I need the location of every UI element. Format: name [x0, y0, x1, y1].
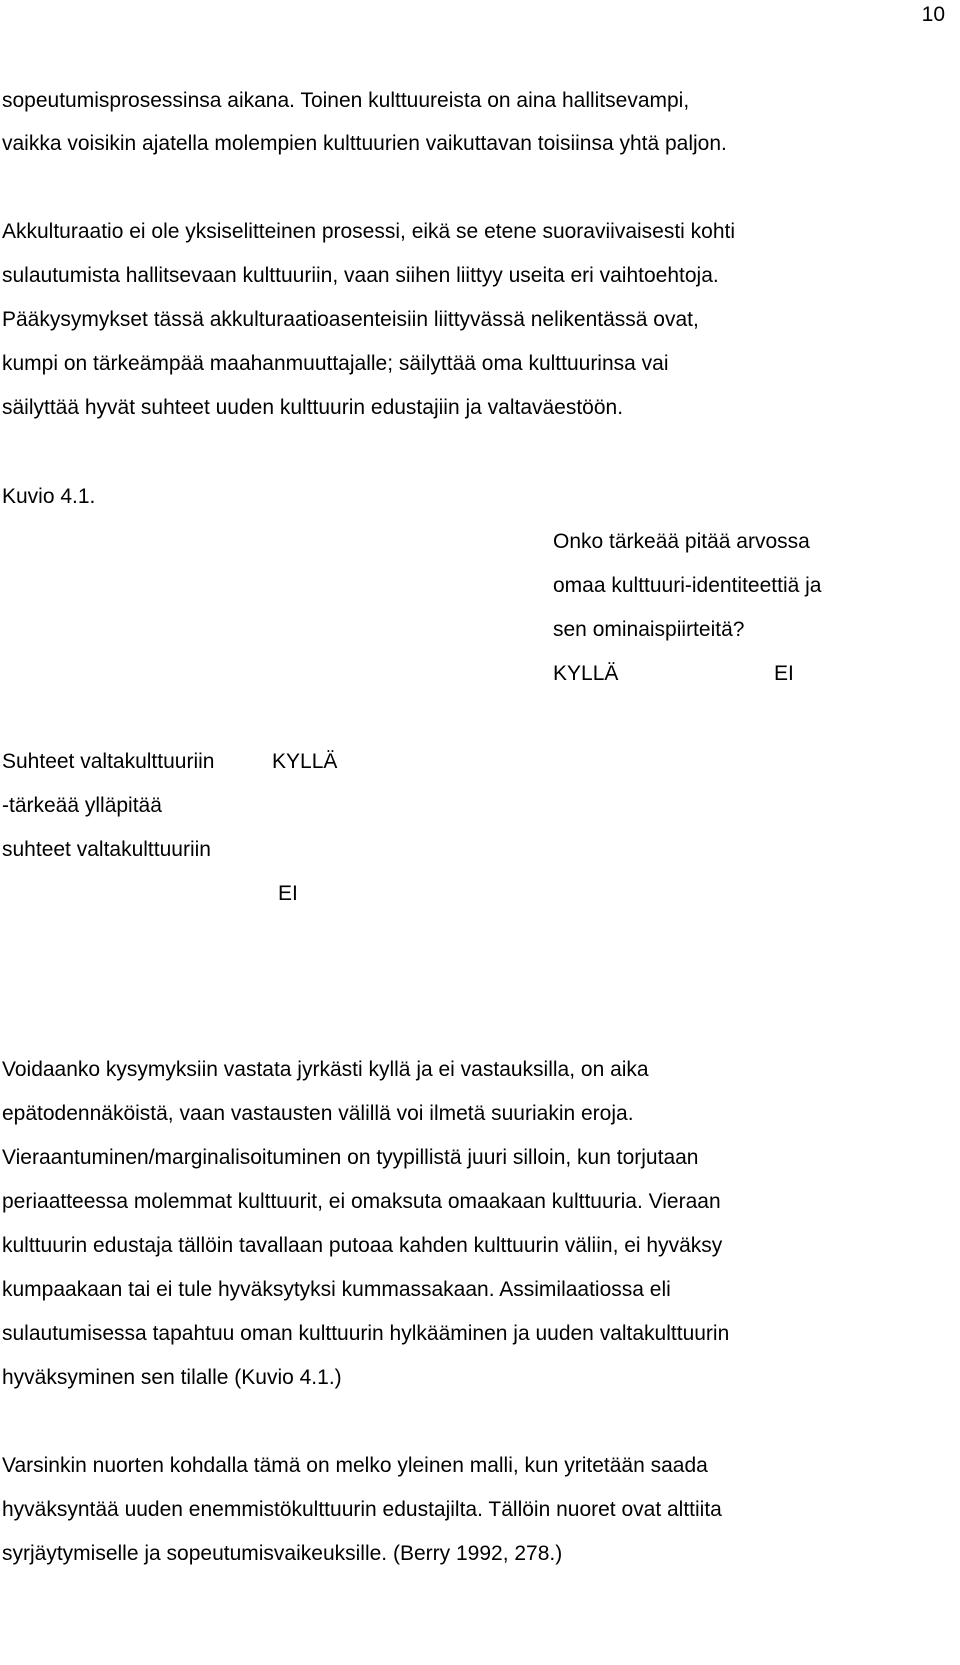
- text-line: Varsinkin nuorten kohdalla tämä on melko yleinen malli, kun yritetään saada: [2, 1454, 708, 1477]
- text-line: sopeutumisprosessinsa aikana. Toinen kulttuureista on aina hallitsevampi,: [2, 89, 690, 112]
- figure-question-line: sen ominaispiirteitä?: [553, 618, 745, 641]
- figure-row-yes: KYLLÄ: [272, 750, 338, 773]
- text-line: Akkulturaatio ei ole yksiselitteinen prosessi, eikä se etene suoraviivaisesti kohti: [2, 220, 736, 243]
- text-line: sulautumisessa tapahtuu oman kulttuurin hylkääminen ja uuden valtakulttuurin: [2, 1322, 730, 1345]
- figure-row-no: EI: [278, 882, 298, 905]
- text-line: syrjäytymiselle ja sopeutumisvaikeuksille. (Berry 1992, 278.): [2, 1542, 563, 1565]
- page-number: 10: [921, 3, 945, 26]
- text-line: vaikka voisikin ajatella molempien kulttuurien vaikuttavan toisiinsa yhtä paljon.: [2, 132, 727, 155]
- text-line: Pääkysymykset tässä akkulturaatioasenteisiin liittyvässä nelikentässä ovat,: [2, 308, 699, 331]
- text-line: epätodennäköistä, vaan vastausten välillä voi ilmetä suuriakin eroja.: [2, 1102, 634, 1125]
- figure-row-label: Suhteet valtakulttuuriin: [2, 750, 215, 773]
- text-line: säilyttää hyvät suhteet uuden kulttuurin edustajiin ja valtaväestöön.: [2, 396, 624, 419]
- text-line: kumpaakaan tai ei tule hyväksytyksi kummassakaan. Assimilaatiossa eli: [2, 1278, 671, 1301]
- text-line: Vieraantuminen/marginalisoituminen on tyypillistä juuri silloin, kun torjutaan: [2, 1146, 699, 1169]
- text-line: hyväksyminen sen tilalle (Kuvio 4.1.): [2, 1366, 342, 1389]
- figure-caption: Kuvio 4.1.: [2, 485, 96, 508]
- figure-row-label: -tärkeää ylläpitää: [2, 794, 162, 817]
- text-line: hyväksyntää uuden enemmistökulttuurin edustajilta. Tällöin nuoret ovat alttiita: [2, 1498, 722, 1521]
- figure-column-no: EI: [774, 662, 794, 685]
- figure-question-line: Onko tärkeää pitää arvossa: [553, 530, 810, 553]
- text-line: kumpi on tärkeämpää maahanmuuttajalle; säilyttää oma kulttuurinsa vai: [2, 352, 669, 375]
- figure-question-line: omaa kulttuuri-identiteettiä ja: [553, 574, 822, 597]
- figure-row-label: suhteet valtakulttuuriin: [2, 838, 211, 861]
- text-line: Voidaanko kysymyksiin vastata jyrkästi kyllä ja ei vastauksilla, on aika: [2, 1058, 649, 1081]
- figure-column-yes: KYLLÄ: [553, 662, 619, 685]
- text-line: kulttuurin edustaja tällöin tavallaan putoaa kahden kulttuurin väliin, ei hyväksy: [2, 1234, 723, 1257]
- text-line: periaatteessa molemmat kulttuurit, ei omaksuta omaakaan kulttuuria. Vieraan: [2, 1190, 721, 1213]
- text-line: sulautumista hallitsevaan kulttuuriin, vaan siihen liittyy useita eri vaihtoehtoja.: [2, 264, 719, 287]
